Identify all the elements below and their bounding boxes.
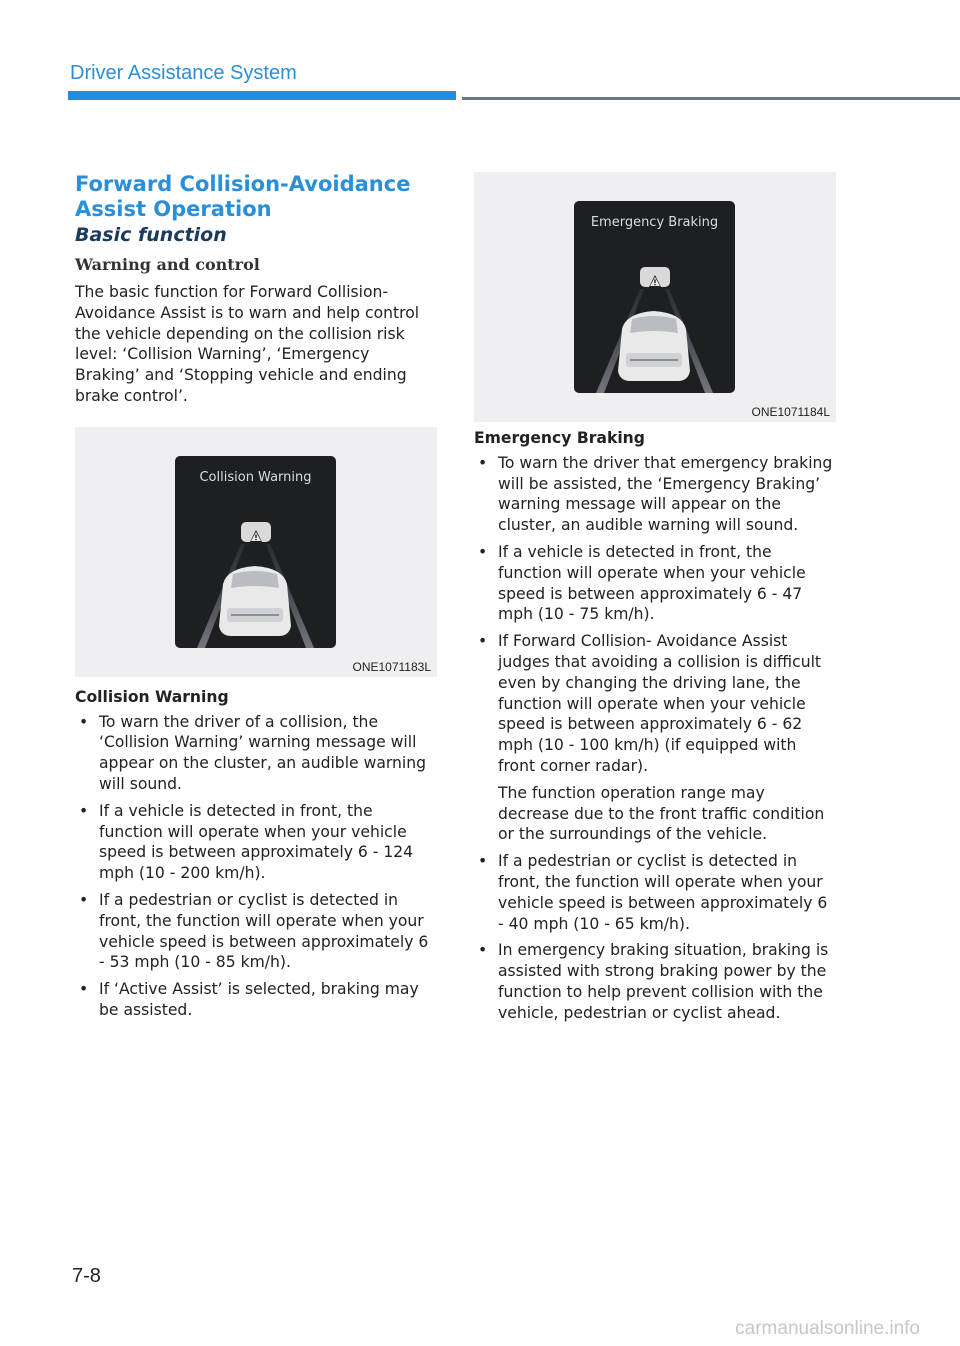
list-item: • To warn the driver of a collision, the ‘Collision Warning’ warning message will appear on the cluster, an audible warning will sound. [79,712,427,793]
collision-warning-heading: Collision Warning [75,687,229,706]
emergency-braking-heading: Emergency Braking [474,429,645,447]
header-rule [462,97,960,100]
vehicle-ahead-illustration [574,201,735,393]
section-title-line-1: Forward Collision-Avoidance [75,172,411,196]
list-item: • If a pedestrian or cyclist is detected in front, the function will operate when your vehicle speed is between approximately 6 - 40 mph (10 - 65 km/h). [478,852,828,933]
emergency-braking-list-continued [474,851,836,1023]
list-item: • To warn the driver that emergency braking will be assisted, the ‘Emergency Braking’ warning message will appear on the cluster, an audible warning will sound. [478,453,833,535]
section-title-line-2: Assist Operation [75,197,272,221]
emergency-braking-figure [474,172,836,422]
list-item: • In emergency braking situation, braking is assisted with strong braking power by the function to help prevent collision with the vehicle, pedestrian or cyclist ahead. [478,941,829,1022]
cluster-message: Collision Warning [199,469,312,485]
list-item: • If a pedestrian or cyclist is detected in front, the function will operate when your vehicle speed is between approximately 6 - 53 mph (10 - 85 km/h). [79,890,429,972]
vehicle-ahead-illustration [175,456,336,648]
bullet-note: The function operation range may decrease due to the front traffic condition or the surroundings of the vehicle. [498,783,825,844]
list-item: • If Forward Collision- Avoidance Assist judges that avoiding a collision is difficult even by changing the driving lane, the function will operate when your vehicle speed is between approximately 6 - 62 mph (10 - 100 km/h) (if equipped with front corner radar). [478,632,822,775]
right-column [474,172,836,1030]
page-number: 7-8 [72,1265,101,1287]
chapter-title: Driver Assistance System [70,62,297,84]
cluster-display [175,456,336,648]
list-item: • If a vehicle is detected in front, the function will operate when your vehicle speed is between approximately 6 - 47 mph (10 - 75 km/h). [478,542,806,624]
figure-caption: ONE1071183L [352,659,431,674]
emergency-braking-list [474,453,836,777]
cluster-message: Emergency Braking [590,215,719,230]
subsection-title: Basic function [75,224,227,246]
cluster-display [574,201,735,393]
collision-warning-list [75,712,437,1021]
figure-caption: ONE1071184L [751,405,830,419]
collision-warning-figure [75,427,437,677]
watermark: carmanualsonline.info [735,1318,920,1339]
subhead-warning-control: Warning and control [75,255,260,274]
header-rule-accent [68,91,456,100]
section-title [75,172,437,222]
intro-paragraph: The basic function for Forward Collision-Avoidance Assist is to warn and help control the vehicle depending on the collision risk level: ‘Collision Warning’, ‘Emergency Braking’ and ‘Stopping vehicle and ending brake control’. [75,283,420,405]
list-item: • If ‘Active Assist’ is selected, braking may be assisted. [79,980,419,1019]
list-item: • If a vehicle is detected in front, the function will operate when your vehicle speed is between approximately 6 - 124 mph (10 - 200 km/h). [79,801,414,883]
left-column [75,172,437,1027]
